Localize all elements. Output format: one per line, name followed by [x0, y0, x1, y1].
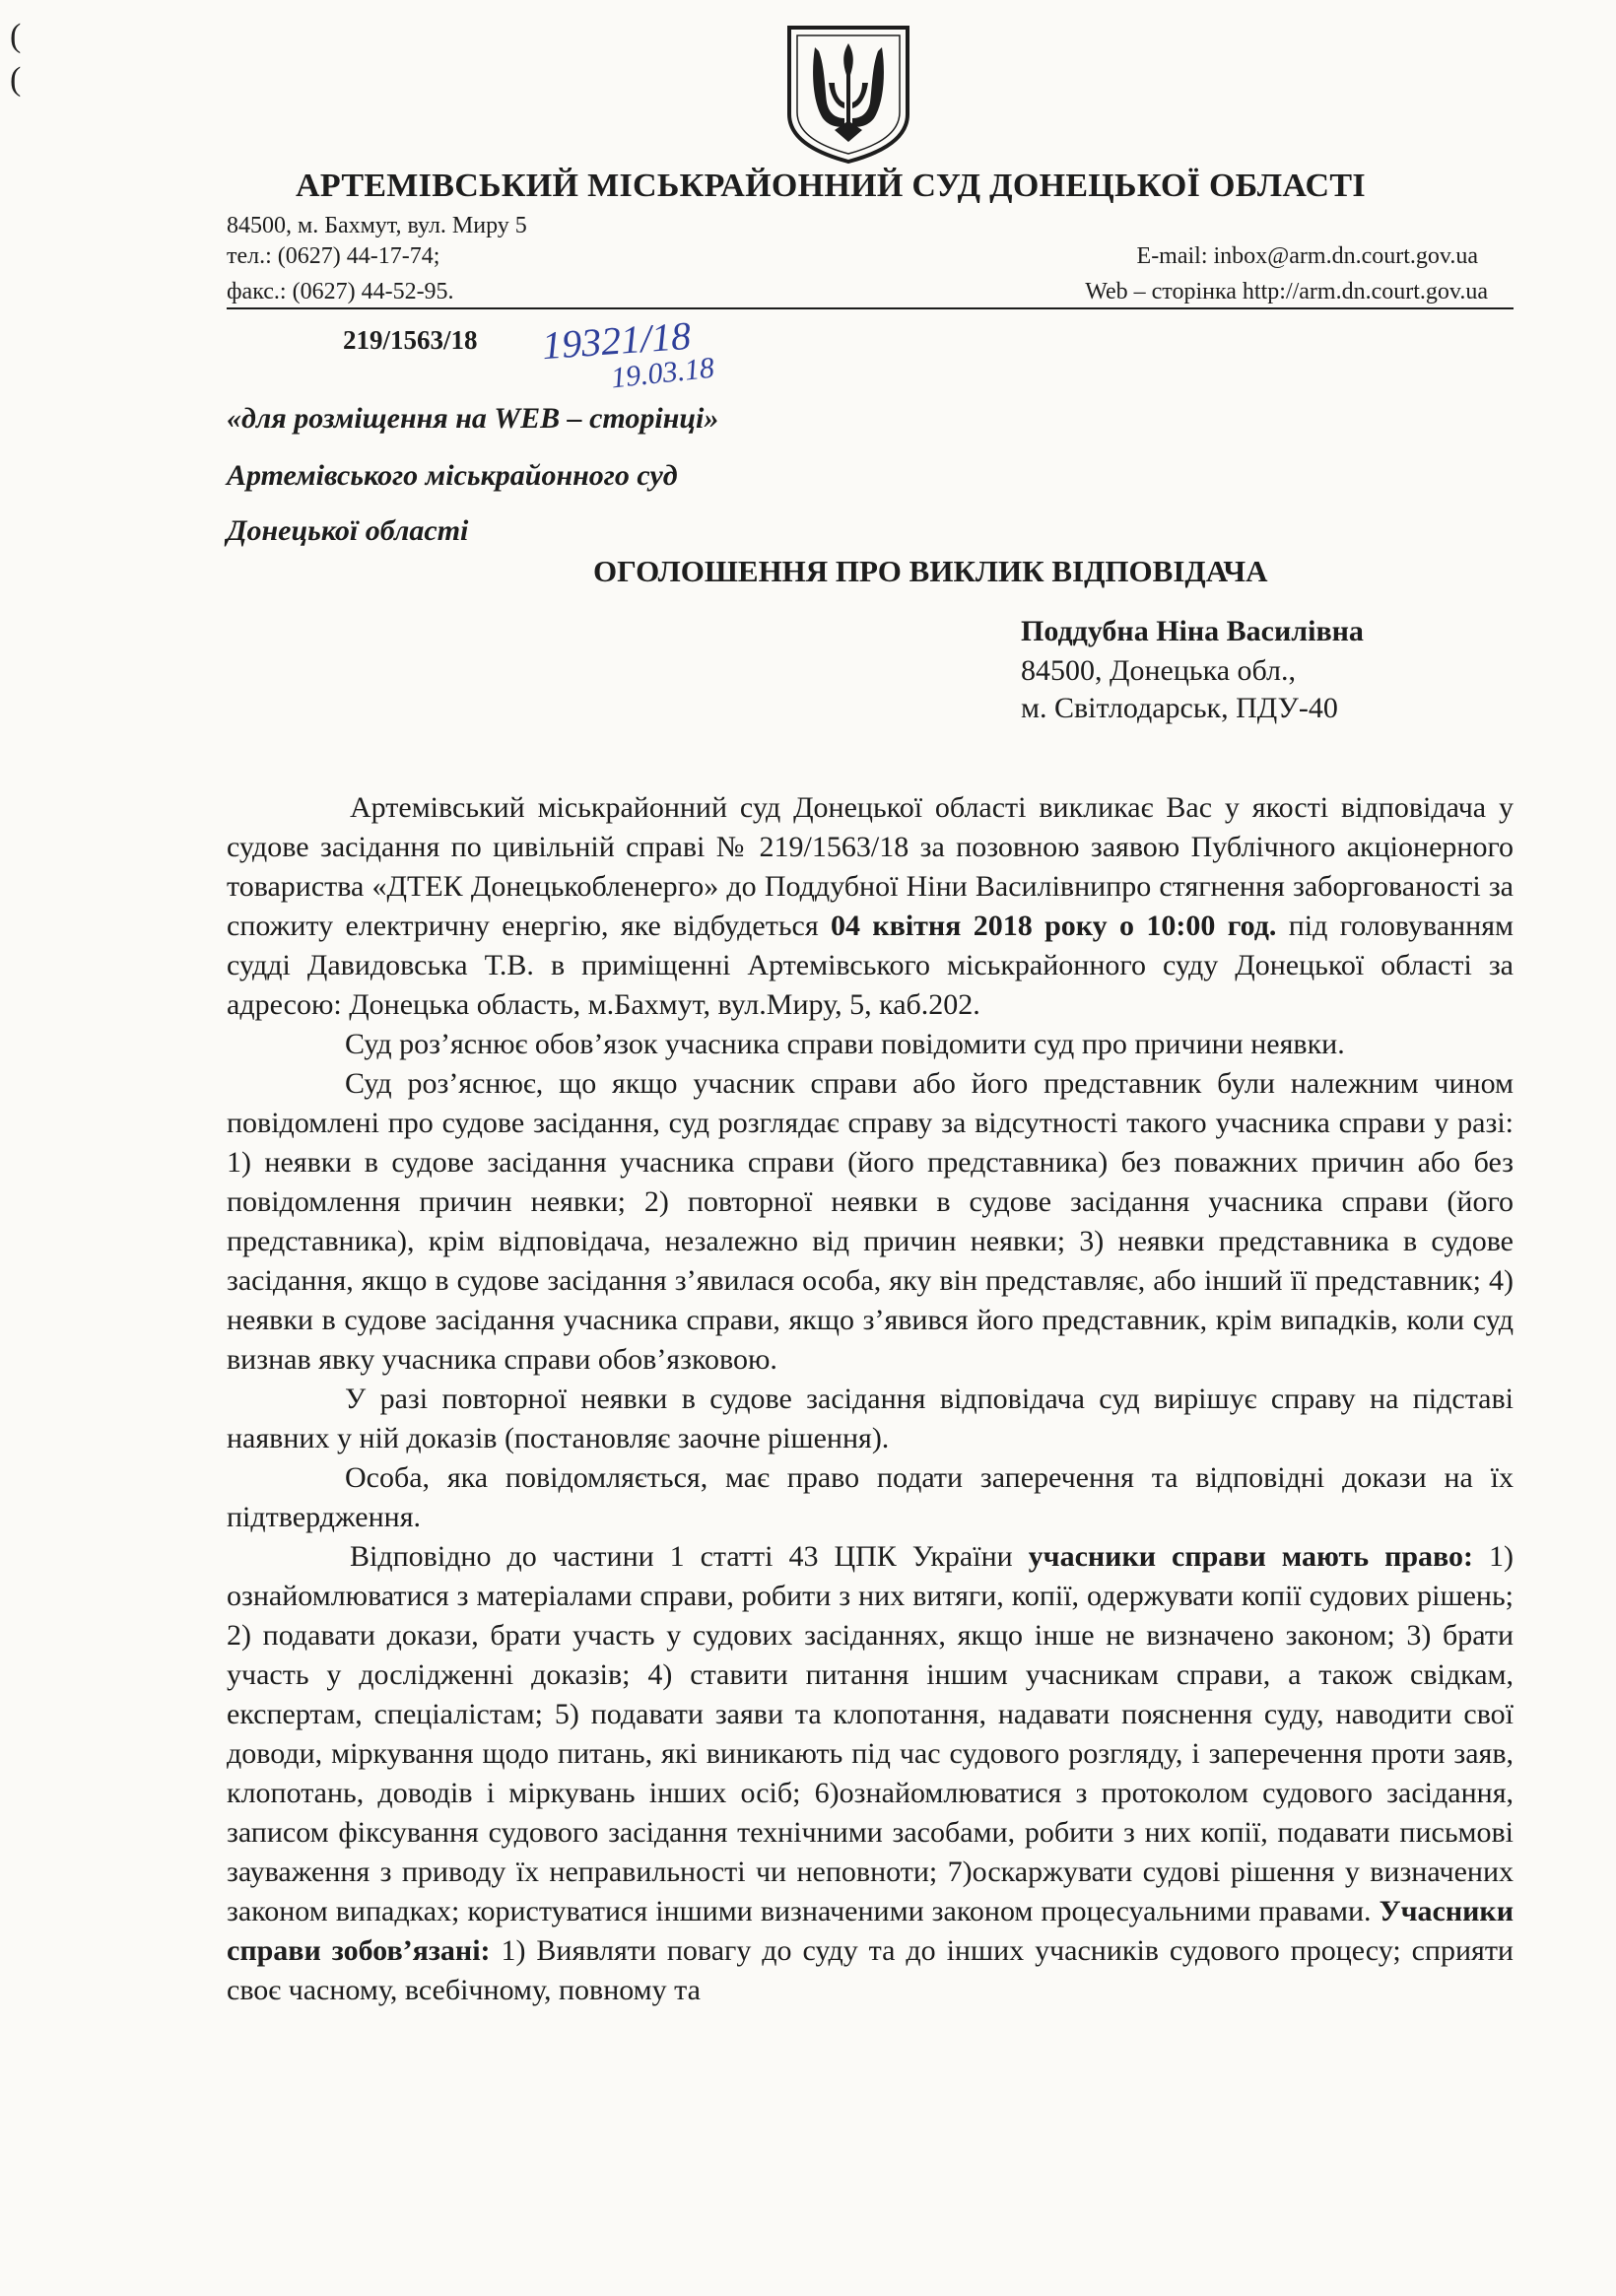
web-placement-region: Донецької області — [227, 514, 469, 547]
recipient-address-line1: 84500, Донецька обл., — [1021, 654, 1296, 687]
court-website: Web – сторінка http://arm.dn.court.gov.ua — [1085, 279, 1488, 304]
court-phone: тел.: (0627) 44-17-74; — [227, 243, 440, 269]
handwritten-date: 19.03.18 — [609, 351, 716, 395]
page-title: ОГОЛОШЕННЯ ПРО ВИКЛИК ВІДПОВІДАЧА — [593, 554, 1268, 588]
margin-mark: ( — [10, 18, 22, 54]
web-placement-court: Артемівського міськрайонного суд — [227, 459, 678, 492]
web-placement-note: «для розміщення на WEB – сторінці» — [227, 402, 719, 435]
coat-of-arms-icon — [785, 24, 911, 166]
recipient-address-line2: м. Світлодарськ, ПДУ-40 — [1021, 692, 1338, 724]
court-fax: факс.: (0627) 44-52-95. — [227, 279, 454, 304]
paragraph-summons: Артемівський міськрайонний суд Донецької області викликає Вас у якості відповідача у судове засідання по цивільній справі № 219/1563/18 за позовною заявою Публічного акціонерного товариства «ДТЕК Донецькобленерго» до Поддубної Ніни Василівнипро стягнення заборгованості за спожиту електричну енергію, яке відбудеться 04 квітня 2018 року о 10:00 год. під головуванням судді Давидовська Т.В. в приміщенні Артемівського міськрайонного суду Донецької області за адресою: Донецька область, м.Бахмут, вул.Миру, 5, каб.202. — [227, 791, 1514, 1021]
case-number: 219/1563/18 — [343, 325, 478, 355]
court-address: 84500, м. Бахмут, вул. Миру 5 — [227, 213, 527, 238]
notice-body — [227, 788, 1514, 2010]
court-email: E-mail: inbox@arm.dn.court.gov.ua — [1136, 243, 1478, 269]
paragraph-absence-rules: Суд роз’яснює, що якщо учасник справи або його представник були належним чином повідомлені про судове засідання, суд розглядає справу за відсутності такого учасника справи у разі: 1) неявки в судове засідання учасника справи (його представника) без поважних причин або без повідомлення причин неявки; 2) повторної неявки в судове засідання учасника справи (його представника), крім відповідача, незалежно від причин неявки; 3) неявки представника в судове засідання, якщо в судове засідання з’явилася особа, яку він представляє, або інший її представник; 4) неявки в судове засідання учасника справи, якщо з’явився його представник, крім випадків, коли суд визнав явку учасника справи обов’язковою. — [227, 1067, 1514, 1376]
hearing-datetime: 04 квітня 2018 року о 10:00 год. — [830, 910, 1277, 942]
header-divider — [227, 307, 1514, 309]
paragraph-repeat-absence: У разі повторної неявки в судове засідання відповідача суд вирішує справу на підставі наявних у ній доказів (постановляє заочне рішення). — [227, 1383, 1514, 1454]
court-name: АРТЕМІВСЬКИЙ МІСЬКРАЙОННИЙ СУД ДОНЕЦЬКОЇ ОБЛАСТІ — [296, 168, 1366, 204]
paragraph-obligation: Суд роз’яснює обов’язок учасника справи повідомити суд про причини неявки. — [345, 1028, 1345, 1060]
margin-mark: ( — [10, 61, 22, 98]
paragraph-rights-duties: Відповідно до частини 1 статті 43 ЦПК України учасники справи мають право: 1) ознайомлюватися з матеріалами справи, робити з них витяги, копії, одержувати копії судових рішень; 2) подавати докази, брати участь у судових засіданнях, якщо інше не визначено законом; 3) брати участь у дослідженні доказів; 4) ставити питання іншим учасникам справи, а також свідкам, експертам, спеціалістам; 5) подавати заяви та клопотання, надавати пояснення суду, наводити свої доводи, міркування щодо питань, які виникають під час судового розгляду, і заперечення проти заяв, клопотань, доводів і міркувань інших осіб; 6)ознайомлюватися з протоколом судового засідання, записом фіксування судового засідання технічними засобами, робити з них копії, подавати письмові зауваження з приводу їх неправильності чи неповноти; 7)оскаржувати судові рішення у визначених законом випадках; користуватися іншими визначеними законом процесуальними правами. Учасники справи зобов’язані: 1) Виявляти повагу до суду та до інших учасників судового процесу; сприяти своє часному, всебічному, повному та — [227, 1540, 1514, 2006]
handwritten-registration-number: 19321/18 — [540, 312, 693, 369]
paragraph-objection-right: Особа, яка повідомляється, має право подати заперечення та відповідні докази на їх підтвердження. — [227, 1461, 1514, 1533]
recipient-name: Поддубна Ніна Василівна — [1021, 615, 1364, 647]
